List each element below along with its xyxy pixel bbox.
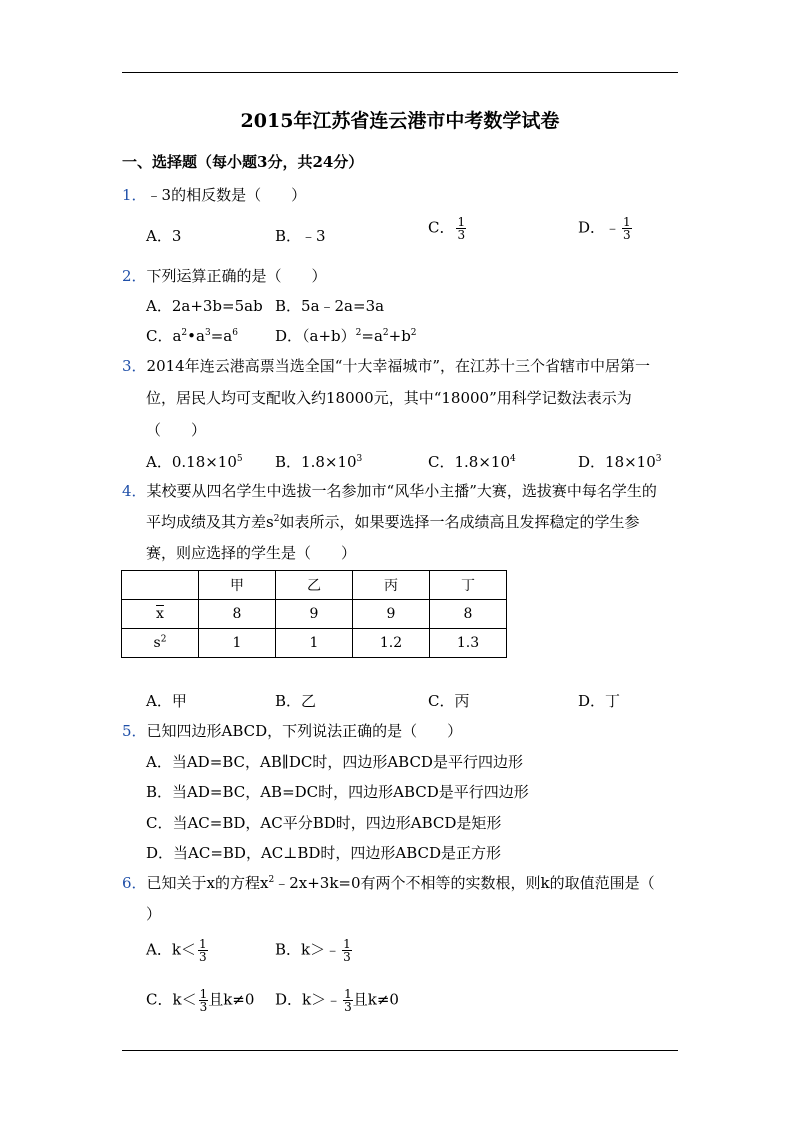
q4-option-a: A．甲: [146, 692, 187, 710]
q3-option-c: C．$1.8\times 10^4$: [428, 453, 516, 471]
question-4-line2: 平均成绩及其方差$s^2$如表所示，如果要选择一名成绩高且发挥稳定的学生参: [146, 513, 640, 531]
question-3: [122, 355, 650, 376]
q2-option-d: D．$(a+b)^2=a^2+b^2$: [275, 327, 417, 345]
fraction-numerator: 1: [623, 215, 631, 229]
table-cell: 1: [199, 629, 276, 658]
q4-option-b: B．乙: [275, 692, 317, 710]
q2-option-c: C．$a^2•a^3=a^6$: [146, 327, 238, 345]
fraction: [622, 216, 632, 241]
question-3-line2: 位，居民人均可支配收入约18000元，其中“18000”用科学记数法表示为: [146, 389, 632, 407]
table-cell: [122, 571, 199, 600]
option-label: C．: [428, 218, 455, 237]
fraction: [456, 216, 466, 241]
question-4-line3: 赛，则应选择的学生是（ ）: [146, 544, 357, 562]
q4-option-c: C．丙: [428, 692, 470, 710]
option-label: D．﹣: [578, 218, 621, 237]
q1-option-b: B．﹣3: [275, 227, 326, 245]
question-4: [122, 480, 657, 501]
q4-option-d: D．丁: [578, 692, 621, 710]
q3-option-d: D．$18\times 10^3$: [578, 453, 662, 471]
page-title: 2015年江苏省连云港市中考数学试卷: [240, 110, 560, 132]
q6-option-d: D．k＞﹣ $\frac{1}{3}$ 且k≠0: [275, 987, 399, 1014]
table-cell: 1.3: [430, 629, 507, 658]
question-6-line2: ）: [146, 905, 162, 923]
table-cell: 1: [276, 629, 353, 658]
table-cell: 甲: [199, 571, 276, 600]
table-cell: 1.2: [353, 629, 430, 658]
q3-option-a: A．$0.18\times 10^5$: [146, 453, 243, 471]
table-row: [122, 600, 507, 629]
table-cell: 8: [199, 600, 276, 629]
question-3-line3: （ ）: [146, 421, 207, 439]
fraction: $\frac{1}{3}$: [344, 987, 352, 1014]
q6-option-b: B．k＞﹣ $\frac{1}{3}$: [275, 937, 351, 964]
fraction: $\frac{1}{3}$: [198, 937, 207, 964]
question-2: [122, 265, 327, 286]
fraction-numerator: 1: [457, 215, 466, 229]
table-cell: 丁: [430, 571, 507, 600]
table-cell: $s^2$: [122, 629, 199, 658]
q5-option-d: D．当AC=BD，AC⊥BD时，四边形ABCD是正方形: [146, 844, 502, 862]
question-stem: 下列运算正确的是（ ）: [146, 267, 327, 285]
question-number: 4．: [122, 482, 147, 500]
question-stem-line1: 某校要从四名学生中选拔一名参加市“风华小主播”大赛，选拔赛中每名学生的: [146, 482, 657, 500]
question-number: 1．: [122, 186, 147, 204]
question-stem: 已知四边形ABCD，下列说法正确的是（ ）: [146, 722, 463, 740]
q5-option-c: C．当AC=BD，AC平分BD时，四边形ABCD是矩形: [146, 814, 502, 832]
question-stem: ﹣3的相反数是（ ）: [146, 186, 307, 204]
table-cell: 丙: [353, 571, 430, 600]
bottom-rule: [122, 1050, 678, 1051]
question-number: 5．: [122, 722, 147, 740]
table-row: [122, 629, 507, 658]
table-cell: 乙: [276, 571, 353, 600]
q2-option-b: B．5a﹣2a=3a: [275, 297, 385, 315]
section-heading: 一、选择题（每小题3分，共24分）: [122, 153, 364, 171]
q5-option-a: A．当AD=BC，AB∥DC时，四边形ABCD是平行四边形: [146, 753, 523, 771]
question-number: 6．: [122, 874, 147, 892]
table-header-row: [122, 571, 507, 600]
q6-option-c: C．k＜ $\frac{1}{3}$ 且k≠0: [146, 987, 255, 1014]
table-cell: 9: [276, 600, 353, 629]
question-number: 3．: [122, 357, 147, 375]
question-5: [122, 720, 462, 741]
q3-option-b: B．$1.8\times 10^3$: [275, 453, 363, 471]
fraction-denominator: 3: [623, 228, 631, 242]
table-cell: $\overline{x}$: [122, 600, 199, 629]
question-1: [122, 184, 306, 205]
q1-option-c: [428, 216, 466, 241]
q1-option-a: A．3: [146, 227, 182, 245]
fraction: $\frac{1}{3}$: [199, 987, 208, 1014]
q5-option-b: B．当AD=BC，AB=DC时，四边形ABCD是平行四边形: [146, 783, 529, 801]
q6-option-a: A．k＜ $\frac{1}{3}$: [146, 937, 207, 964]
top-rule: [122, 72, 678, 73]
q2-option-a: A．2a+3b=5ab: [146, 297, 263, 315]
question-stem-line1: 2014年连云港高票当选全国“十大幸福城市”，在江苏十三个省辖市中居第一: [146, 357, 651, 375]
table-cell: 8: [430, 600, 507, 629]
fraction: $\frac{1}{3}$: [343, 937, 351, 964]
q1-option-d: [578, 216, 632, 241]
question-number: 2．: [122, 267, 147, 285]
table-cell: 9: [353, 600, 430, 629]
score-table: [121, 570, 507, 658]
question-6: 6．已知关于x的方程$x^2﹣2x+3k=0$有两个不相等的实数根，则k的取值范围是（: [122, 874, 655, 892]
fraction-denominator: 3: [457, 228, 466, 242]
